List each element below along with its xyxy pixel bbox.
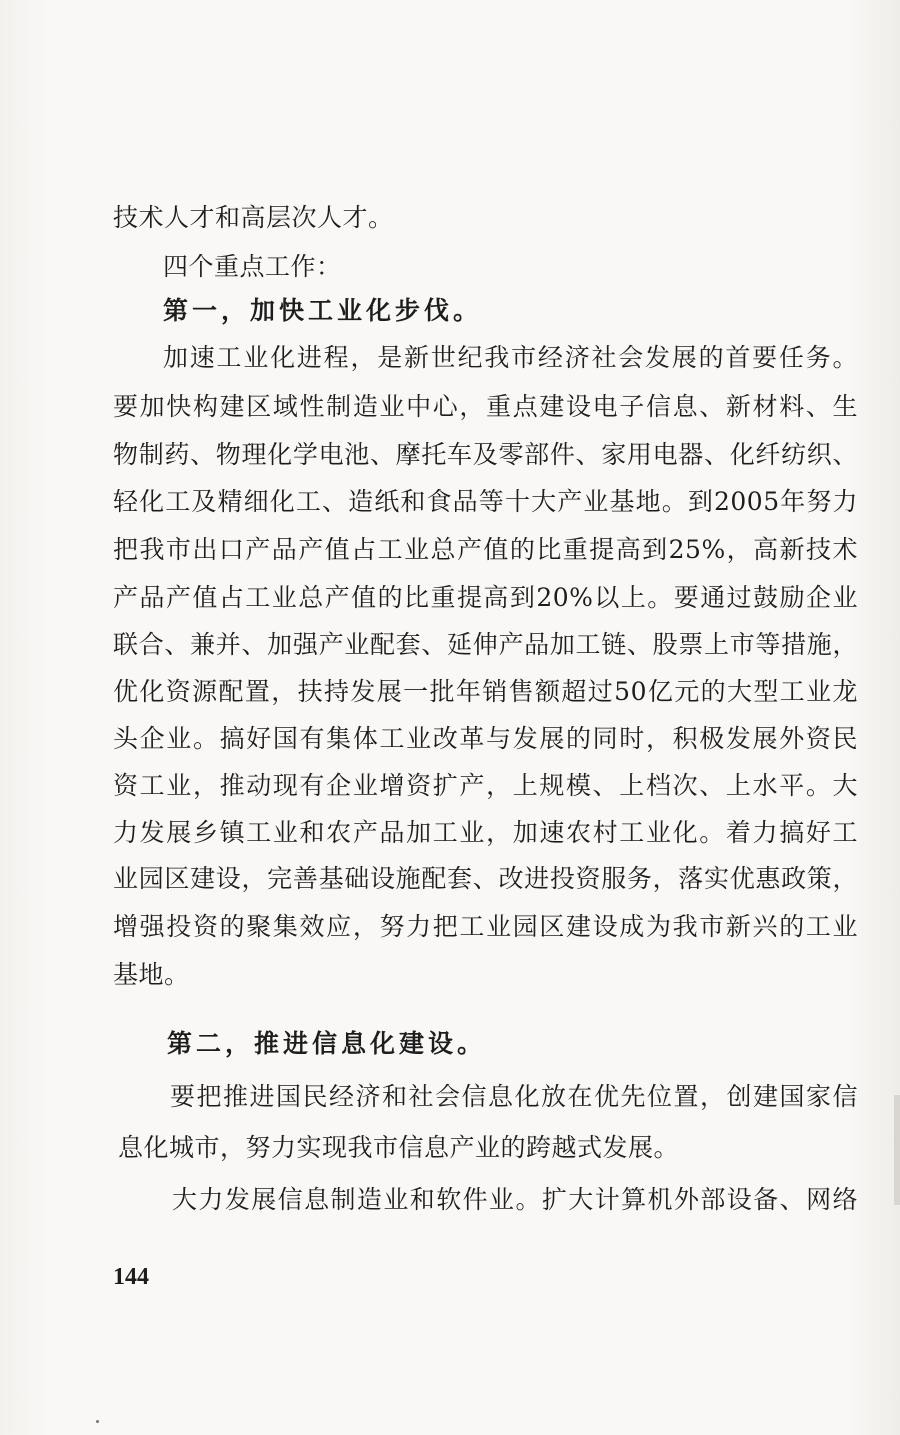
page-number: 144 (113, 1264, 149, 1290)
text-line: 资工业，推动现有企业增资扩产，上规模、上档次、上水平。大 (113, 771, 858, 800)
text-line: 业园区建设，完善基础设施配套、改进投资服务，落实优惠政策， (113, 864, 858, 893)
text-line: 轻化工及精细化工、造纸和食品等十大产业基地。到2005年努力 (113, 487, 858, 516)
text-line: 要加快构建区域性制造业中心，重点建设电子信息、新材料、生 (113, 392, 858, 421)
text-line: 增强投资的聚集效应，努力把工业园区建设成为我市新兴的工业 (113, 912, 858, 941)
text-line: 基地。 (113, 960, 190, 989)
section-heading: 第二，推进信息化建设。 (167, 1029, 487, 1058)
text-line: 四个重点工作： (163, 252, 342, 281)
text-line: 产品产值占工业总产值的比重提高到20%以上。要通过鼓励企业 (113, 583, 858, 612)
section-heading: 第一，加快工业化步伐。 (163, 296, 483, 325)
text-line: 息化城市，努力实现我市信息产业的跨越式发展。 (118, 1133, 680, 1162)
scan-dot (96, 1420, 99, 1423)
text-line: 加速工业化进程，是新世纪我市经济社会发展的首要任务。 (163, 343, 858, 372)
text-line: 联合、兼并、加强产业配套、延伸产品加工链、股票上市等措施， (113, 630, 858, 659)
text-line: 物制药、物理化学电池、摩托车及零部件、家用电器、化纤纺织、 (113, 440, 858, 469)
text-line: 把我市出口产品产值占工业总产值的比重提高到25%，高新技术 (113, 535, 858, 564)
text-line: 大力发展信息制造业和软件业。扩大计算机外部设备、网络 (172, 1185, 858, 1214)
text-line: 力发展乡镇工业和农产品加工业，加速农村工业化。着力搞好工 (113, 818, 858, 847)
text-line: 优化资源配置，扶持发展一批年销售额超过50亿元的大型工业龙 (113, 677, 858, 706)
text-line: 技术人才和高层次人才。 (113, 203, 394, 232)
text-line: 头企业。搞好国有集体工业改革与发展的同时，积极发展外资民 (113, 724, 858, 753)
page-edge-mark (894, 1095, 900, 1205)
text-line: 要把推进国民经济和社会信息化放在优先位置，创建国家信 (170, 1082, 858, 1111)
